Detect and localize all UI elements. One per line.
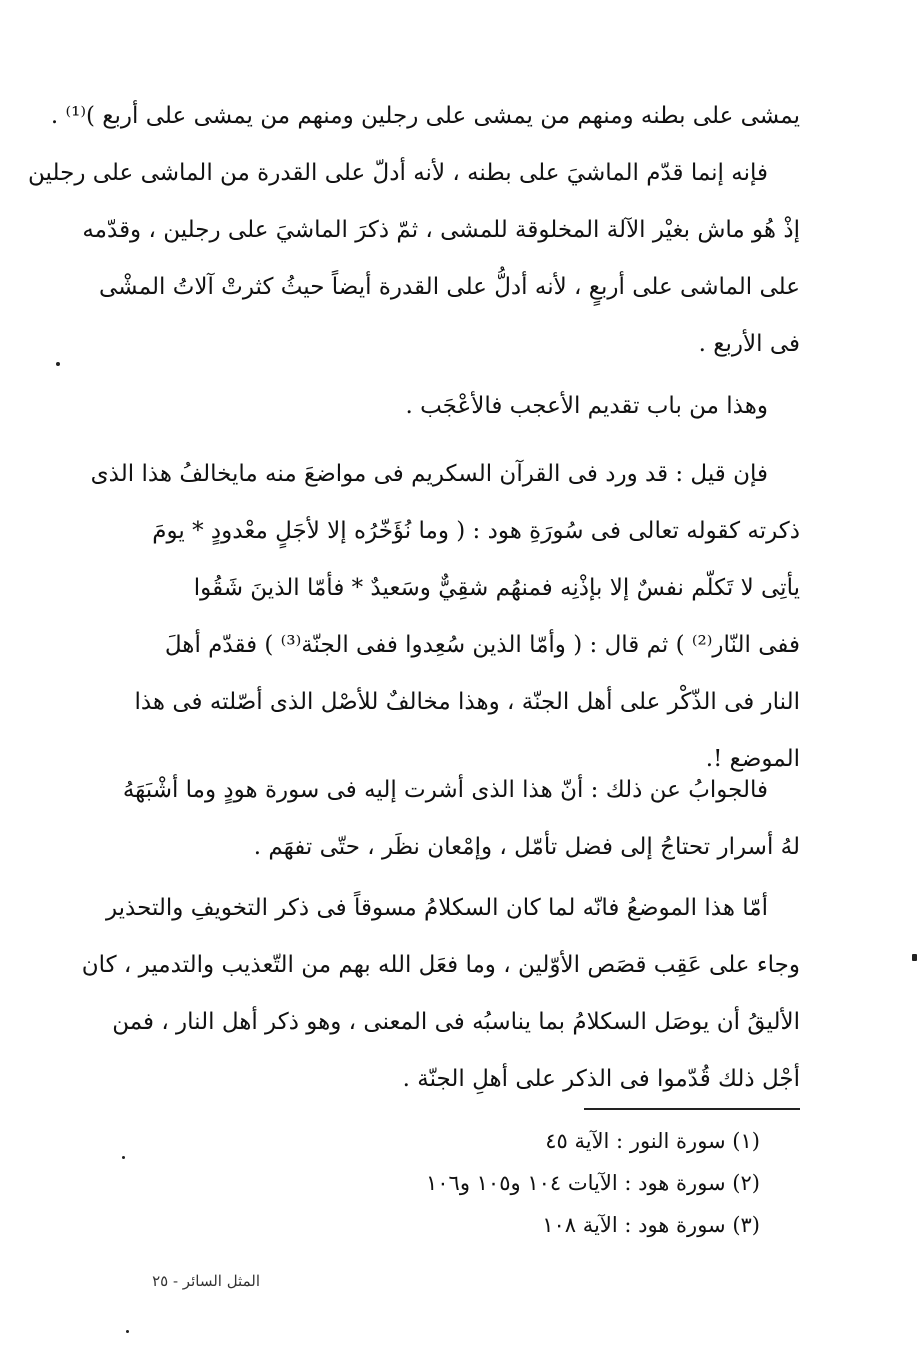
text-line: الموضع !. [705, 746, 800, 772]
text-line: النار فى الذّكْر على أهل الجنّة ، وهذا مخالفٌ للأصْل الذى أصّلته فى هذا [134, 689, 800, 715]
page-footer-signature: المثل السائر - ٢٥ [152, 1272, 260, 1290]
paragraph-4 [112, 762, 800, 876]
footnote-divider [584, 1108, 800, 1110]
text-line: فالجوابُ عن ذلك : أنّ هذا الذى أشرت إليه فى سورة هودٍ وما أشْبَهَهُ [122, 777, 768, 803]
text-line: يأتِى لا تَكلّم نفسٌ إلا بإذْنِه فمنهُم شقِيٌّ وسَعيدٌ * فأمّا الذينَ شَقُوا [193, 575, 800, 601]
text-line: ذكرته كقوله تعالى فى سُورَةِ هود : ( وما نُؤَخّرُه إلا لأجَلٍ معْدودٍ * يومَ [152, 518, 800, 544]
footnotes [320, 1120, 760, 1246]
scan-speck [126, 1330, 129, 1333]
paragraph-2 [112, 378, 800, 435]
paragraph-5 [81, 880, 800, 1108]
text-line: لهُ أسرار تحتاجُ إلى فضل تأمّل ، وإمْعان نظَر ، حتّى تفهَم . [253, 834, 800, 860]
text-line: أجْل ذلك قُدّموا فى الذكر على أهلِ الجنّة . [402, 1066, 800, 1092]
scan-speck [122, 1156, 125, 1159]
footnote-item: (٣) سورة هود : الآية ١٠٨ [542, 1213, 760, 1237]
text-line: الأليقُ أن يوصَل السكلامُ بما يناسبُه فى المعنى ، وهو ذكر أهل النار ، فمن [112, 1009, 800, 1035]
text-line: إذْ هُو ماش بغيْر الآلة المخلوقة للمشى ، ثمّ ذكرَ الماشيَ على رجلين ، وقدّمه [82, 217, 800, 243]
text-line: أمّا هذا الموضعُ فانّه لما كان السكلامُ مسوقاً فى ذكر التخويفِ والتحذير [105, 895, 768, 921]
text-line: فإن قيل : قد ورد فى القرآن السكريم فى مواضعَ منه مايخالفُ هذا الذى [90, 461, 768, 487]
text-line: على الماشى على أربعٍ ، لأنه أدلُّ على القدرة أيضاً حيثُ كثرتْ آلاتُ المشْى [99, 274, 800, 300]
footnote-item: (١) سورة النور : الآية ٤٥ [545, 1129, 760, 1153]
text-line: وجاء على عَقِب قصَص الأوّلين ، وما فعَل الله بهم من التّعذيب والتدمير ، كان [81, 952, 800, 978]
footnote-item: (٢) سورة هود : الآيات ١٠٤ و١٠٥ و١٠٦ [425, 1171, 760, 1195]
scan-speck [56, 362, 60, 366]
paragraph-1 [28, 145, 800, 373]
text-line: وهذا من باب تقديم الأعجب فالأعْجَب . [405, 393, 768, 419]
paragraph-3 [90, 446, 800, 788]
text-line: ففى النّار⁽²⁾ ) ثم قال : ( وأمّا الذين سُعِدوا ففى الجنّة⁽³⁾ ) فقدّم أهلَ [164, 632, 800, 658]
quote-opening [50, 88, 800, 145]
scan-speck [912, 954, 917, 961]
text-line: فإنه إنما قدّم الماشيَ على بطنه ، لأنه أدلّ على القدرة من الماشى على رجلين [28, 160, 768, 186]
text-line: يمشى على بطنه ومنهم من يمشى على رجلين ومنهم من يمشى على أربع )⁽¹⁾ . [50, 103, 800, 129]
text-line: فى الأربع . [698, 331, 800, 357]
